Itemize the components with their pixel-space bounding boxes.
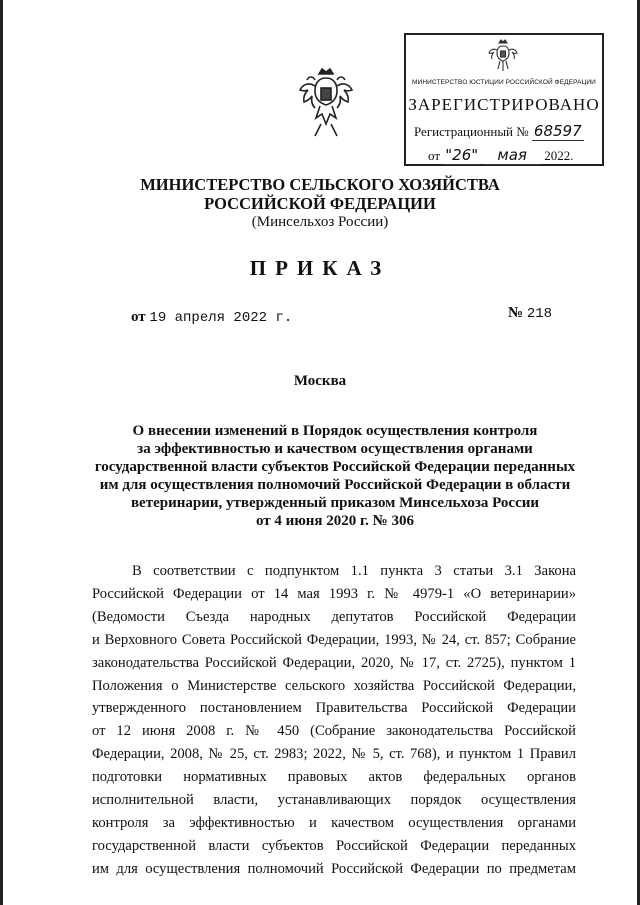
body-line: исполнительной власти, устанавливающих порядок осуществления <box>92 792 576 809</box>
body-line: законодательства Российской Федерации, 2020, № 17, ст. 2725), пунктом 1 <box>92 654 576 671</box>
stamp-date-prefix: от <box>428 148 441 163</box>
stamp-date-year: 2022. <box>544 148 574 163</box>
document-type-heading: ПРИКАЗ <box>249 256 391 280</box>
document-title-line: от 4 июня 2020 г. № 306 <box>256 513 414 529</box>
body-line: (Ведомости Съезда народных депутатов Российской Федерации <box>92 608 576 625</box>
stamp-date-line <box>428 146 573 164</box>
body-line: Федерации, 2008, № 25, ст. 2983; 2022, № 5, ст. 768), и пунктом 1 Правил <box>92 746 576 763</box>
stamp-registration-label: Регистрационный № <box>414 124 529 139</box>
order-date-prefix: от <box>131 309 146 325</box>
body-line: утвержденного постановлением Правительства Российской Федерации <box>92 700 576 717</box>
body-line: Российской Федерации от 14 мая 1993 г. № 4979-1 «О ветеринарии» <box>92 585 576 602</box>
stamp-coat-of-arms-icon <box>488 39 518 75</box>
document-title-line: за эффективностью и качеством осуществления органами <box>137 441 533 457</box>
order-date-value: 19 апреля 2022 г. <box>149 310 293 326</box>
order-number-prefix: № <box>508 305 524 321</box>
stamp-date-day: "26" <box>445 146 479 164</box>
city: Москва <box>293 373 347 389</box>
body-line: и Верховного Совета Российской Федерации, 1993, № 24, ст. 857; Собрание <box>92 631 576 648</box>
body-line: Положения о Министерстве сельского хозяйства Российской Федерации, <box>92 677 576 694</box>
order-date <box>131 309 292 326</box>
body-line: государственной власти субъектов Российской Федерации переданных <box>92 837 576 854</box>
ministry-name-line-2: РОССИЙСКОЙ ФЕДЕРАЦИИ <box>204 194 436 213</box>
order-number-value: 218 <box>526 306 553 322</box>
document-title-line: О внесении изменений в Порядок осуществления контроля <box>132 423 538 439</box>
stamp-date-month: мая <box>483 146 541 165</box>
registration-stamp <box>404 33 604 166</box>
body-line: им для осуществления полномочий Российской Федерации по предметам <box>92 860 576 877</box>
stamp-registration-number: 68597 <box>533 122 582 140</box>
ministry-short-name: (Минсельхоз России) <box>251 214 389 230</box>
stamp-ministry-name: МИНИСТЕРСТВО ЮСТИЦИИ РОССИЙСКОЙ ФЕДЕРАЦИИ <box>412 79 596 86</box>
body-line: В соответствии с подпунктом 1.1 пункта 3 статьи 3.1 Закона <box>132 563 576 579</box>
body-line: контроля за эффективностью и качеством осуществления органами <box>92 814 576 831</box>
body-line: от 12 июня 2008 г. № 450 (Собрание законодательства Российской <box>92 723 576 740</box>
order-number <box>508 305 552 322</box>
stamp-registered-label: ЗАРЕГИСТРИРОВАНО <box>408 95 600 114</box>
coat-of-arms-icon <box>297 66 355 140</box>
document-body <box>92 560 576 881</box>
body-line: подготовки нормативных правовых актов федеральных органов <box>92 769 576 786</box>
document-title-line: им для осуществления полномочий Российской Федерации в области <box>99 477 571 493</box>
document-title-line: государственной власти субъектов Российской Федерации переданных <box>94 459 576 475</box>
ministry-name-line-1: МИНИСТЕРСТВО СЕЛЬСКОГО ХОЗЯЙСТВА <box>140 175 500 194</box>
stamp-registration-number-line <box>414 122 584 140</box>
document-title-line: ветеринарии, утвержденный приказом Минсельхоза России <box>130 495 540 511</box>
